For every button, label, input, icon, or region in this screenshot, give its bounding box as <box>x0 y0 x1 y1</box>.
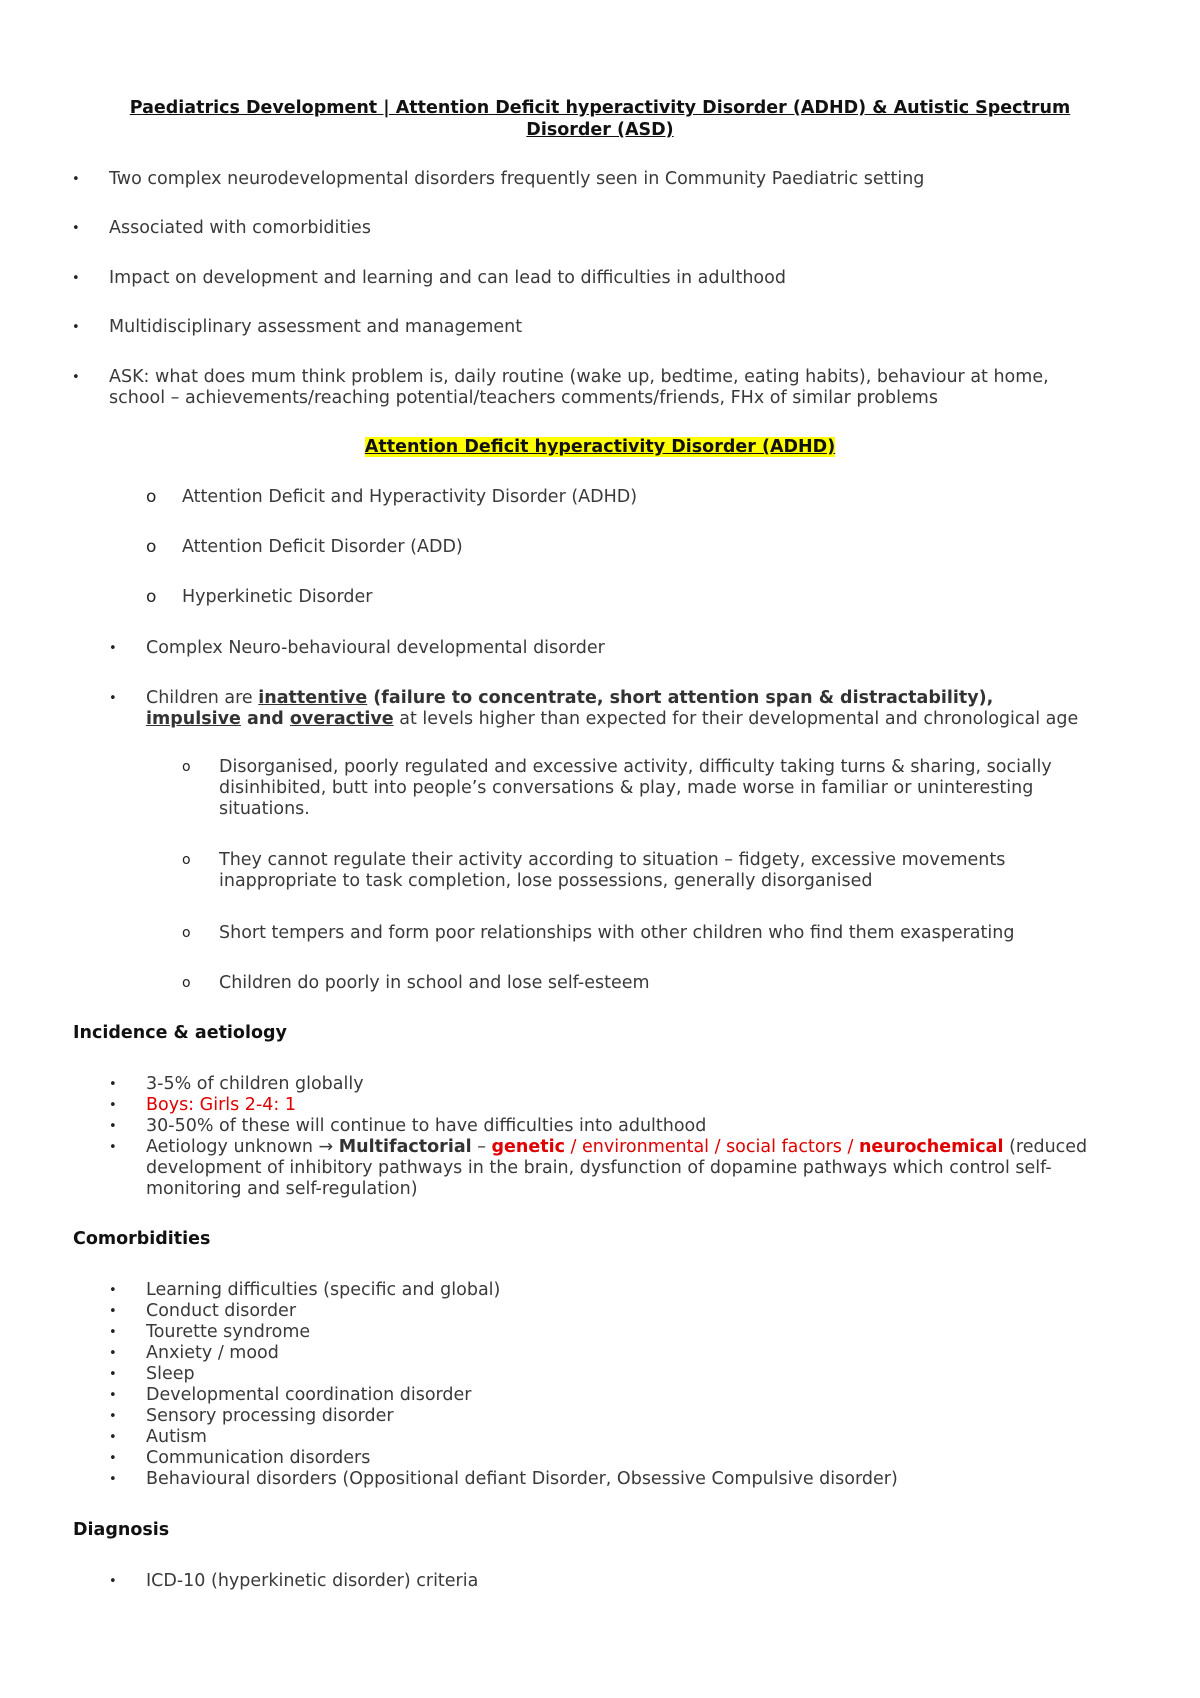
bullet-icon: • <box>109 1077 117 1092</box>
adhd-name-2: Attention Deficit Disorder (ADD) <box>182 537 463 557</box>
incidence-item-2: Boys: Girls 2-4: 1 <box>146 1095 296 1115</box>
comorbidity-item-4: Anxiety / mood <box>146 1343 279 1363</box>
adhd-name-3: Hyperkinetic Disorder <box>182 587 373 607</box>
aetiology-line-1 <box>146 1137 1087 1158</box>
adhd-sub-1-line-2: disinhibited, butt into people’s conversations & play, made worse in familiar or uninteresting <box>219 778 1034 798</box>
inattentive-term: inattentive <box>258 688 368 708</box>
and-text: and <box>240 709 290 729</box>
bullet-icon: • <box>109 1325 117 1340</box>
bullet-icon: • <box>109 1574 117 1589</box>
children-rest-text: at levels higher than expected for their developmental and chronological age <box>393 709 1079 729</box>
bullet-icon: • <box>109 1304 117 1319</box>
bullet-icon: • <box>109 1367 117 1382</box>
comorbidity-item-2: Conduct disorder <box>146 1301 297 1321</box>
comorbidity-item-1: Learning difficulties (specific and global) <box>146 1280 501 1300</box>
incidence-item-1: 3-5% of children globally <box>146 1074 364 1094</box>
bullet-icon: • <box>109 1472 117 1487</box>
bullet-icon: • <box>72 221 80 236</box>
aetiology-dash: – <box>471 1137 492 1157</box>
multifactorial-term: Multifactorial <box>338 1137 472 1157</box>
adhd-sub-2-line-2: inappropriate to task completion, lose possessions, generally disorganised <box>219 871 873 891</box>
title-line-2: Disorder (ASD) <box>526 120 674 140</box>
inattentive-definition: (failure to concentrate, short attention span & distractability), <box>367 688 994 708</box>
comorbidity-item-5: Sleep <box>146 1364 195 1384</box>
comorbidities-heading: Comorbidities <box>73 1229 211 1249</box>
adhd-heading-highlight: Attention Deficit hyperactivity Disorder (ADHD) <box>364 437 836 457</box>
neurochemical-term: neurochemical <box>858 1137 1004 1157</box>
environmental-social-term: / environmental / social factors / <box>564 1137 859 1157</box>
circle-bullet-icon: o <box>182 759 191 775</box>
comorbidity-item-8: Autism <box>146 1427 207 1447</box>
intro-item-5-line-2: school – achievements/reaching potential/teachers comments/friends, FHx of similar problems <box>109 388 938 408</box>
intro-item-4: Multidisciplinary assessment and management <box>109 317 523 337</box>
aetiology-line-2: development of inhibitory pathways in the brain, dysfunction of dopamine pathways which control self- <box>146 1158 1052 1178</box>
comorbidity-item-9: Communication disorders <box>146 1448 371 1468</box>
genetic-term: genetic <box>491 1137 565 1157</box>
bullet-icon: • <box>109 1430 117 1445</box>
adhd-sub-2-line-1: They cannot regulate their activity according to situation – fidgety, excessive movements <box>219 850 1006 870</box>
bullet-icon: • <box>109 1098 117 1113</box>
adhd-children-line-2 <box>146 709 1078 730</box>
adhd-sub-4: Children do poorly in school and lose self-esteem <box>219 973 650 993</box>
aetiology-line-3: monitoring and self-regulation) <box>146 1179 418 1199</box>
aetiology-post: (reduced <box>1003 1137 1088 1157</box>
intro-item-3: Impact on development and learning and can lead to difficulties in adulthood <box>109 268 786 288</box>
adhd-sub-1-line-1: Disorganised, poorly regulated and excessive activity, difficulty taking turns & sharing, socially <box>219 757 1052 777</box>
aetiology-pre: Aetiology unknown → <box>146 1137 339 1157</box>
diagnosis-item-1: ICD-10 (hyperkinetic disorder) criteria <box>146 1571 479 1591</box>
adhd-sub-3: Short tempers and form poor relationships with other children who find them exasperating <box>219 923 1015 943</box>
overactive-term: overactive <box>289 709 394 729</box>
circle-bullet-icon: o <box>182 925 191 941</box>
bullet-icon: • <box>72 370 80 385</box>
adhd-name-1: Attention Deficit and Hyperactivity Disorder (ADHD) <box>182 487 638 507</box>
diagnosis-heading: Diagnosis <box>73 1520 170 1540</box>
adhd-sub-1-line-3: situations. <box>219 799 310 819</box>
title-line-1: Paediatrics Development | Attention Deficit hyperactivity Disorder (ADHD) & Autistic Spectrum <box>129 98 1071 118</box>
adhd-complex: Complex Neuro-behavioural developmental disorder <box>146 638 605 658</box>
incidence-item-3: 30-50% of these will continue to have difficulties into adulthood <box>146 1116 707 1136</box>
children-pre-text: Children are <box>146 688 259 708</box>
bullet-icon: • <box>72 172 80 187</box>
bullet-icon: • <box>109 1451 117 1466</box>
comorbidity-item-6: Developmental coordination disorder <box>146 1385 472 1405</box>
bullet-icon: • <box>109 641 117 656</box>
impulsive-term: impulsive <box>146 709 241 729</box>
incidence-heading: Incidence & aetiology <box>73 1023 287 1043</box>
adhd-section-title <box>0 437 1200 457</box>
bullet-icon: • <box>109 691 117 706</box>
bullet-icon: • <box>109 1119 117 1134</box>
bullet-icon: • <box>109 1409 117 1424</box>
circle-bullet-icon: o <box>182 975 191 991</box>
bullet-icon: • <box>72 320 80 335</box>
circle-bullet-icon: o <box>146 537 157 557</box>
document-title <box>73 97 1127 141</box>
intro-item-2: Associated with comorbidities <box>109 218 371 238</box>
comorbidity-item-10: Behavioural disorders (Oppositional defiant Disorder, Obsessive Compulsive disorder) <box>146 1469 898 1489</box>
comorbidity-item-3: Tourette syndrome <box>146 1322 311 1342</box>
bullet-icon: • <box>109 1346 117 1361</box>
comorbidity-item-7: Sensory processing disorder <box>146 1406 394 1426</box>
adhd-children-line-1 <box>146 688 993 709</box>
bullet-icon: • <box>109 1388 117 1403</box>
bullet-icon: • <box>72 271 80 286</box>
circle-bullet-icon: o <box>182 852 191 868</box>
circle-bullet-icon: o <box>146 487 157 507</box>
intro-item-5-line-1: ASK: what does mum think problem is, daily routine (wake up, bedtime, eating habits), behaviour at home, <box>109 367 1049 387</box>
bullet-icon: • <box>109 1283 117 1298</box>
intro-item-1: Two complex neurodevelopmental disorders frequently seen in Community Paediatric setting <box>109 169 925 189</box>
circle-bullet-icon: o <box>146 587 157 607</box>
bullet-icon: • <box>109 1140 117 1155</box>
